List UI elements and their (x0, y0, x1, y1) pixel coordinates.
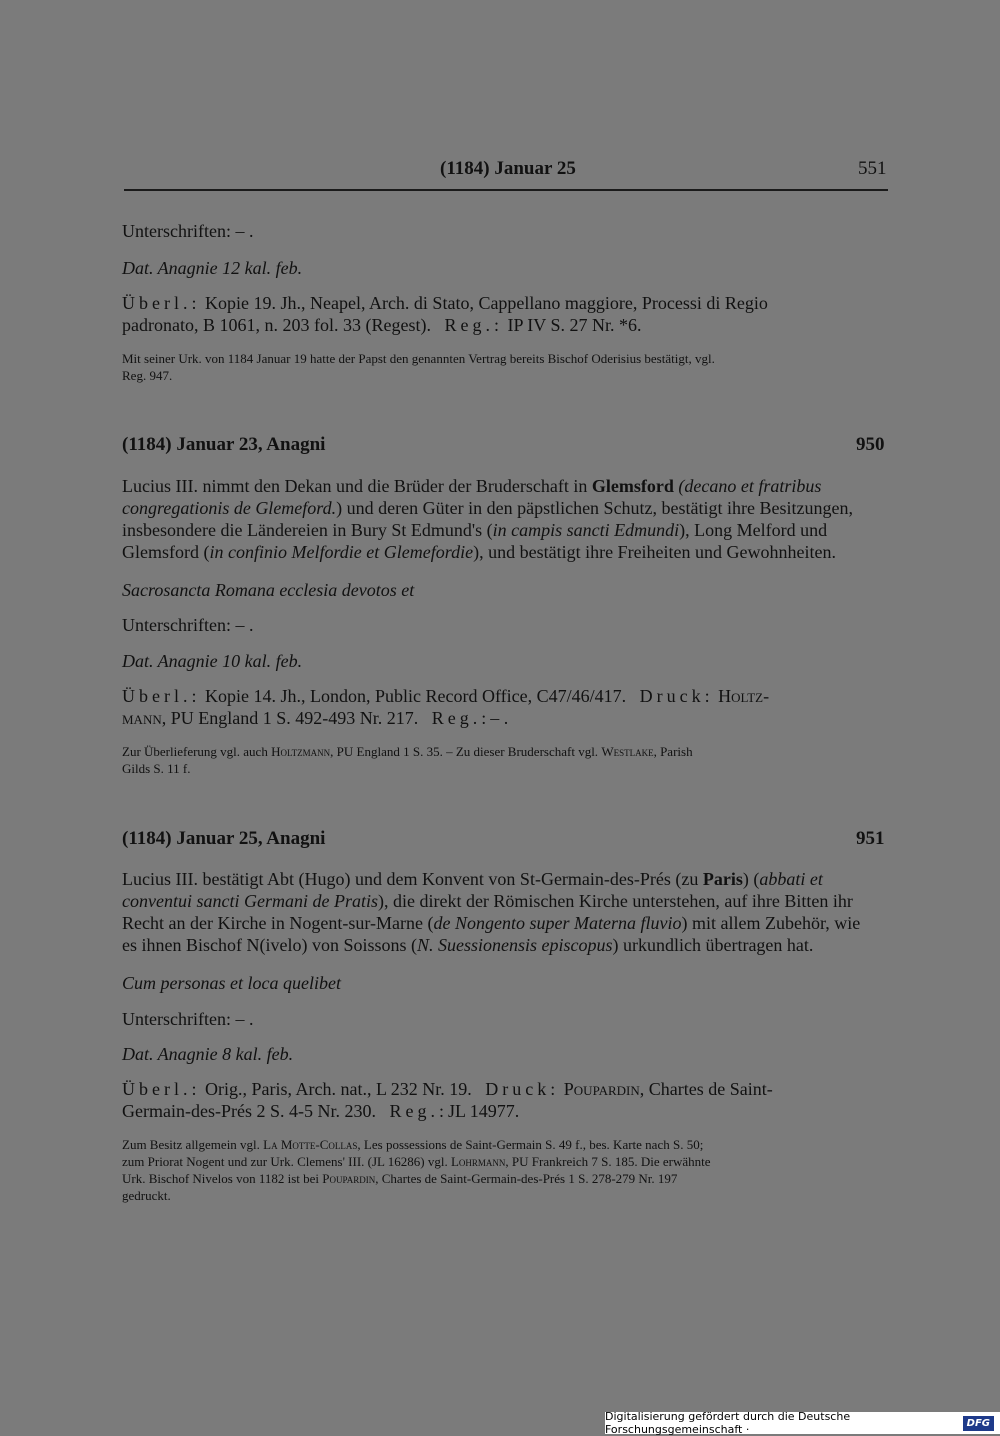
note-text: , PU England 1 S. 35. – Zu dieser Bruderschaft vgl. (330, 744, 599, 759)
note-text: zum Priorat Nogent und zur Urk. Clemens' III. (JL 16286) vgl. (122, 1154, 448, 1169)
note-text: Zum Besitz allgemein vgl. (122, 1137, 260, 1152)
latin-text: in confinio Melfordie et Glemefordie (209, 542, 474, 562)
regest-text: JL 14977. (447, 1101, 520, 1121)
print-text: , PU England 1 S. 492-493 Nr. 217. (161, 708, 419, 728)
footer-credit (605, 1412, 1000, 1434)
regest-951-number: 951 (856, 828, 885, 849)
latin-text: N. Suessionensis episcopus (416, 935, 613, 955)
summary-text: ), die direkt der Römischen Kirche unterstehen, auf ihre Bitten ihr (377, 891, 853, 911)
regest-950-number: 950 (856, 434, 885, 455)
note-text: , Les possessions de Saint-Germain S. 49 f., bes. Karte nach S. 50; (357, 1137, 704, 1152)
note-paragraph (122, 1136, 888, 1204)
dating-line: Dat. Anagnie 8 kal. feb. (122, 1044, 294, 1064)
tradition-paragraph (122, 685, 888, 729)
print-label: Druck: (639, 686, 714, 706)
page-number: 551 (858, 158, 887, 179)
latin-text: de Nongento super Materna fluvio (433, 913, 682, 933)
summary-text: ) urkundlich übertragen hat. (612, 935, 814, 955)
tradition-text: Kopie 19. Jh., Neapel, Arch. di Stato, Cappellano maggiore, Processi di Regio (204, 293, 768, 313)
summary-text: ) und deren Güter in den päpstlichen Schutz, bestätigt ihre Besitzungen, (336, 498, 853, 518)
latin-text: in campis sancti Edmundi (492, 520, 680, 540)
note-text: Gilds S. 11 f. (122, 761, 191, 776)
note-text: gedruckt. (122, 1188, 171, 1203)
note-text: , Parish (653, 744, 693, 759)
note-text: , PU Frankreich 7 S. 185. Die erwähnte (505, 1154, 711, 1169)
dating-line: Dat. Anagnie 10 kal. feb. (122, 651, 303, 671)
tradition-paragraph (122, 1078, 888, 1122)
regest-950-summary (122, 475, 888, 563)
note-paragraph (122, 743, 888, 777)
signatures-line: Unterschriften: – . (122, 221, 254, 241)
summary-text: Lucius III. nimmt den Dekan und die Brüder der Bruderschaft in (122, 476, 588, 496)
tradition-text-2: padronato, B 1061, n. 203 fol. 33 (Regest). (122, 315, 431, 335)
author-name: mann (122, 708, 162, 728)
summary-text: Glemsford ( (122, 542, 210, 562)
tradition-label: Überl.: (122, 1079, 201, 1099)
note-text: Urk. Bischof Nivelos von 1182 ist bei (122, 1171, 320, 1186)
author-name: Poupardin (322, 1171, 376, 1186)
note-text: Zur Überlieferung vgl. auch (122, 744, 268, 759)
regest-label: Reg.: (389, 1101, 448, 1121)
regest-text: IP IV S. 27 Nr. *6. (507, 315, 642, 335)
regest-950-title: (1184) Januar 23, Anagni (122, 434, 326, 455)
note-paragraph (122, 350, 888, 384)
tradition-label: Überl.: (122, 293, 201, 313)
print-label: Druck: (485, 1079, 560, 1099)
summary-text: ), und bestätigt ihre Freiheiten und Gewohnheiten. (473, 542, 837, 562)
incipit-line: Sacrosancta Romana ecclesia devotos et (122, 580, 415, 600)
header-rule (124, 189, 888, 191)
latin-text: conventui sancti Germani de Pratis (122, 891, 378, 911)
summary-text: Lucius III. bestätigt Abt (Hugo) und dem Konvent von St-Germain-des-Prés (zu (122, 869, 699, 889)
summary-text: ) ( (742, 869, 760, 889)
signatures-line: Unterschriften: – . (122, 615, 254, 635)
note-line-2: Reg. 947. (122, 368, 173, 383)
dating-line: Dat. Anagnie 12 kal. feb. (122, 258, 303, 278)
latin-text: (decano et fratribus (678, 476, 822, 496)
latin-text: abbati et (759, 869, 823, 889)
note-line-1: Mit seiner Urk. von 1184 Januar 19 hatte der Papst den genannten Vertrag bereits Bischof Oderisius bestätigt, vgl. (122, 351, 715, 366)
author-name: Poupardin (563, 1079, 640, 1099)
tradition-text: Orig., Paris, Arch. nat., L 232 Nr. 19. (204, 1079, 472, 1099)
regest-text: – . (490, 708, 509, 728)
place-name: Paris (702, 869, 743, 889)
regest-label: Reg.: (444, 315, 503, 335)
running-header-title: (1184) Januar 25 (440, 158, 576, 179)
incipit-line: Cum personas et loca quelibet (122, 973, 341, 993)
author-name: Lohrmann (450, 1154, 506, 1169)
summary-text: Recht an der Kirche in Nogent-sur-Marne ( (122, 913, 434, 933)
print-text: Germain-des-Prés 2 S. 4-5 Nr. 230. (122, 1101, 376, 1121)
print-text: , Chartes de Saint- (639, 1079, 773, 1099)
author-name: Westlake (601, 744, 654, 759)
dfg-logo: DFG (963, 1416, 994, 1431)
note-text: , Chartes de Saint-Germain-des-Prés 1 S. 278-279 Nr. 197 (375, 1171, 678, 1186)
regest-951-title: (1184) Januar 25, Anagni (122, 828, 326, 849)
tradition-label: Überl.: (122, 686, 201, 706)
footer-text: Digitalisierung gefördert durch die Deutsche Forschungsgemeinschaft · (605, 1410, 851, 1436)
tradition-text: Kopie 14. Jh., London, Public Record Office, C47/46/417. (204, 686, 627, 706)
regest-label: Reg.: (431, 708, 491, 728)
author-name: Holtz- (718, 686, 770, 706)
place-name: Glemsford (591, 476, 674, 496)
author-name: La Motte-Collas (263, 1137, 358, 1152)
regest-951-summary (122, 868, 888, 956)
latin-text: congregationis de Glemeford. (122, 498, 337, 518)
author-name: Holtzmann (271, 744, 331, 759)
summary-text: ) mit allem Zubehör, wie (681, 913, 861, 933)
summary-text: insbesondere die Ländereien in Bury St Edmund's ( (122, 520, 493, 540)
tradition-paragraph (122, 292, 888, 336)
summary-text: ), Long Melford und (679, 520, 828, 540)
signatures-line: Unterschriften: – . (122, 1009, 254, 1029)
summary-text: es ihnen Bischof N(ivelo) von Soissons ( (122, 935, 417, 955)
